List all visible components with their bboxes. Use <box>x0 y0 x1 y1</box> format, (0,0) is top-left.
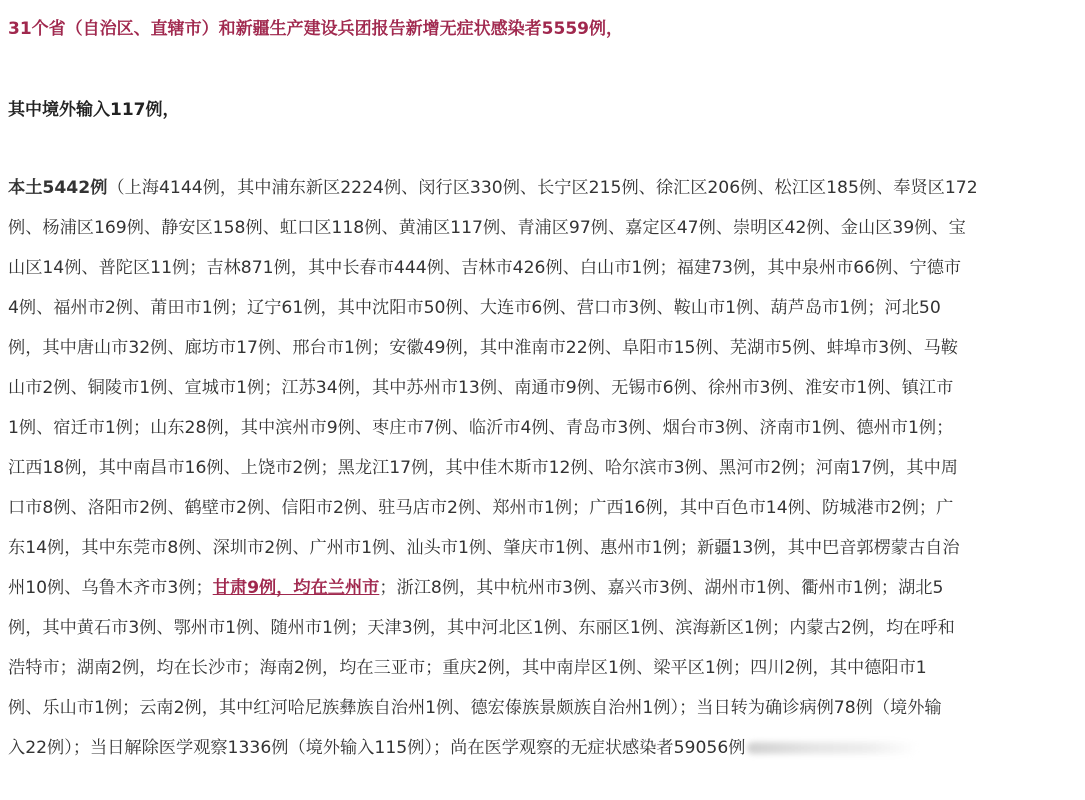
line-segment: 州10例、乌鲁木齐市3例； <box>8 578 213 598</box>
text-line-11: 例，其中黄石市3例、鄂州市1例、随州市1例；天津3例，其中河北区1例、东丽区1例、滨海新区1例；内蒙古2例，均在呼和 <box>8 618 955 638</box>
text-line-9: 东14例，其中东莞市8例、深圳市2例、广州市1例、汕头市1例、肇庆市1例、惠州市1例；新疆13例，其中巴音郭楞蒙古自治 <box>8 538 960 558</box>
line-segment: （上海4144例，其中浦东新区2224例、闵行区330例、长宁区215例、徐汇区206例、松江区185例、奉贤区172 <box>107 178 978 198</box>
text-line-13: 例、乐山市1例；云南2例，其中红河哈尼族彝族自治州1例、德宏傣族景颇族自治州1例）；当日转为确诊病例78例（境外输 <box>8 698 942 718</box>
text-line-4: 例，其中唐山市32例、廊坊市17例、邢台市1例；安徽49例，其中淮南市22例、阜阳市15例、芜湖市5例、蚌埠市3例、马鞍 <box>8 338 958 358</box>
local-cases-label: 本土5442例 <box>8 178 108 198</box>
line-segment: 入22例）；当日解除医学观察1336例（境外输入115例）；尚在医学观察的无症状感染者59056例 <box>8 738 746 758</box>
headline: 31个省（自治区、直辖市）和新疆生产建设兵团报告新增无症状感染者5559例， <box>8 19 623 39</box>
line-segment: ；浙江8例，其中杭州市3例、嘉兴市3例、湖州市1例、衢州市1例；湖北5 <box>379 578 944 598</box>
text-line-2: 山区14例、普陀区11例；吉林871例，其中长春市444例、吉林市426例、白山市1例；福建73例，其中泉州市66例、宁德市 <box>8 258 962 278</box>
text-line-3: 4例、福州市2例、莆田市1例；辽宁61例，其中沈阳市50例、大连市6例、营口市3例、鞍山市1例、葫芦岛市1例；河北50 <box>8 298 941 318</box>
text-line-1: 例、杨浦区169例、静安区158例、虹口区118例、黄浦区117例、青浦区97例、嘉定区47例、崇明区42例、金山区39例、宝 <box>8 218 966 238</box>
text-line-0 <box>8 168 1080 208</box>
local-cases-paragraph <box>8 168 1080 768</box>
gansu-link[interactable]: 甘肃9例，均在兰州市 <box>212 578 380 598</box>
text-line-12: 浩特市；湖南2例，均在长沙市；海南2例，均在三亚市；重庆2例，其中南岸区1例、梁平区1例；四川2例，其中德阳市1 <box>8 658 927 678</box>
text-line-14 <box>8 728 1080 768</box>
imported-cases-text: 其中境外输入117例， <box>8 100 180 120</box>
text-line-6: 1例、宿迁市1例；山东28例，其中滨州市9例、枣庄市7例、临沂市4例、青岛市3例、烟台市3例、济南市1例、德州市1例； <box>8 418 954 438</box>
blurred-text-overlay <box>747 742 917 754</box>
text-line-5: 山市2例、铜陵市1例、宣城市1例；江苏34例，其中苏州市13例、南通市9例、无锡市6例、徐州市3例、淮安市1例、镇江市 <box>8 378 954 398</box>
text-line-8: 口市8例、洛阳市2例、鹤壁市2例、信阳市2例、驻马店市2例、郑州市1例；广西16例，其中百色市14例、防城港市2例；广 <box>8 498 954 518</box>
text-line-10 <box>8 568 1080 608</box>
text-line-7: 江西18例，其中南昌市16例、上饶市2例；黑龙江17例，其中佳木斯市12例、哈尔滨市3例、黑河市2例；河南17例，其中周 <box>8 458 958 478</box>
